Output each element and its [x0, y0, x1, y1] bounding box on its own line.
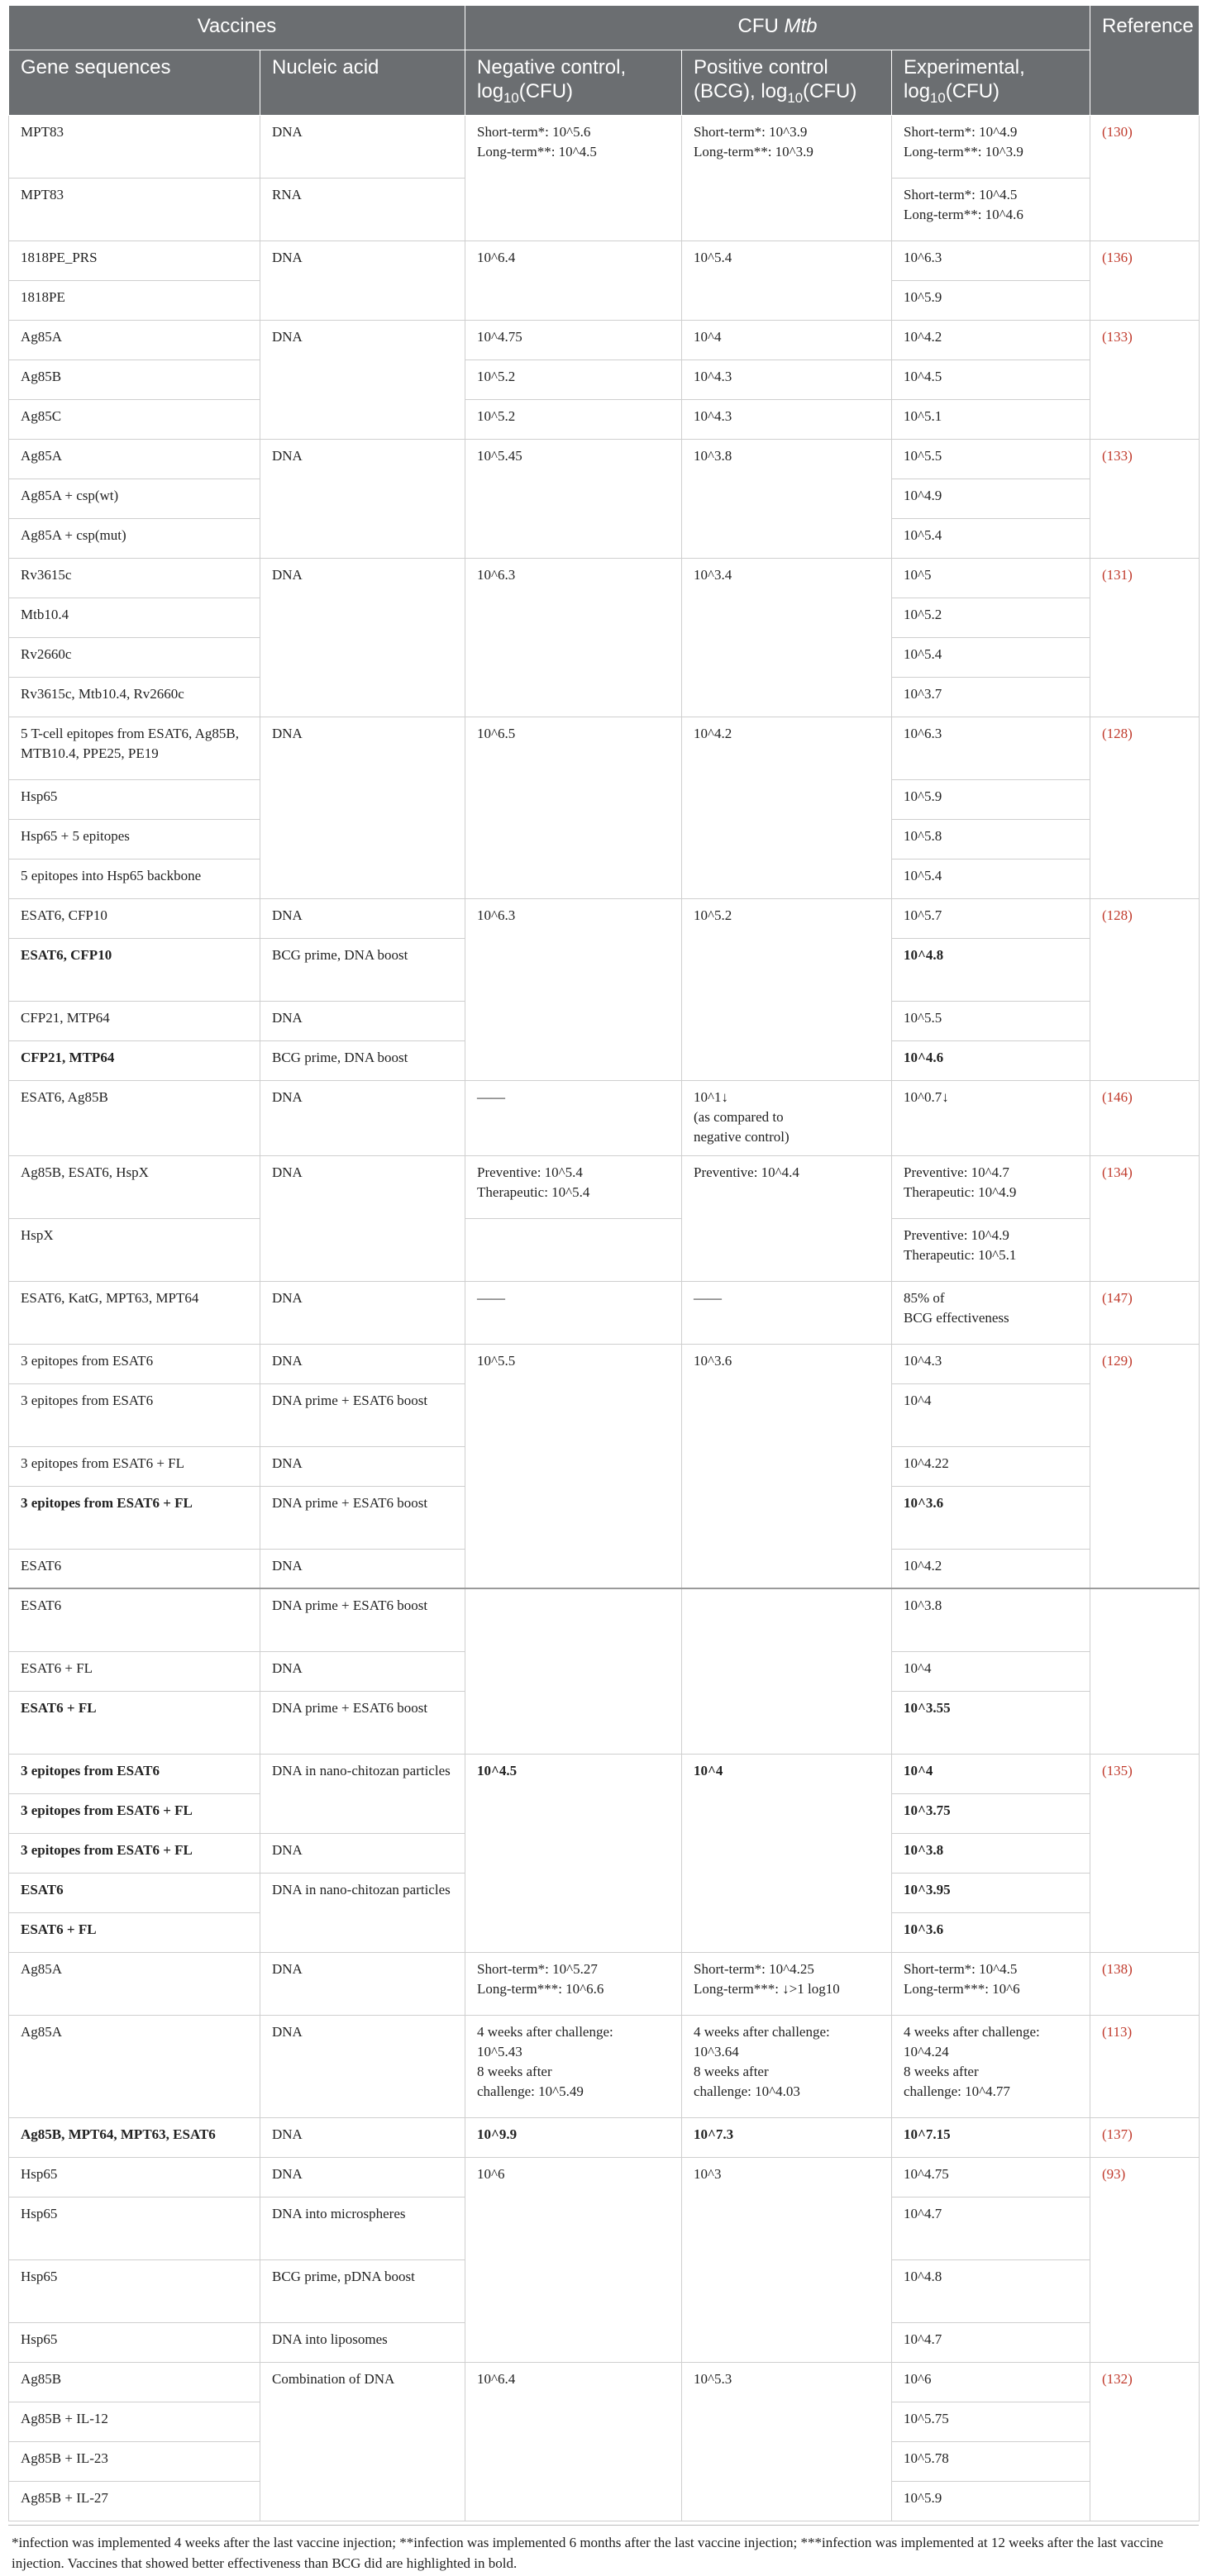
experimental-cell: 10^5.8: [892, 819, 1090, 859]
experimental-cell: 10^4.7: [892, 2197, 1090, 2259]
gene-sequence-cell: 3 epitopes from ESAT6 + FL: [9, 1486, 260, 1549]
nucleic-acid-cell: DNA: [260, 1549, 465, 1588]
gene-sequence-cell: Ag85A: [9, 1952, 260, 2015]
experimental-cell: 10^3.95: [892, 1873, 1090, 1912]
table-row: [9, 439, 1200, 479]
positive-control-cell: 10^3.8: [682, 439, 892, 558]
reference-link[interactable]: (130): [1102, 123, 1133, 140]
reference-link[interactable]: (133): [1102, 447, 1133, 464]
experimental-cell: 10^6: [892, 2362, 1090, 2402]
gene-sequence-cell: ESAT6, CFP10: [9, 898, 260, 938]
table-row: [9, 1155, 1200, 1218]
vaccine-cfu-table: [8, 5, 1200, 2521]
experimental-cell: 10^4.75: [892, 2157, 1090, 2197]
experimental-cell: 10^3.8: [892, 1833, 1090, 1873]
positive-control-cell: Preventive: 10^4.4: [682, 1155, 892, 1281]
nucleic-acid-cell: DNA: [260, 717, 465, 898]
experimental-cell: 10^6.3: [892, 717, 1090, 779]
experimental-cell: Preventive: 10^4.7 Therapeutic: 10^4.9: [892, 1155, 1090, 1218]
gene-sequence-cell: Ag85B + IL-12: [9, 2402, 260, 2441]
gene-sequence-cell: Ag85A: [9, 439, 260, 479]
reference-cell[interactable]: [1090, 2015, 1200, 2117]
nucleic-acid-cell: BCG prime, DNA boost: [260, 1040, 465, 1080]
negative-control-cell: ——: [465, 1281, 682, 1344]
gene-sequence-cell: Ag85C: [9, 399, 260, 439]
reference-link[interactable]: (135): [1102, 1762, 1133, 1778]
reference-cell[interactable]: [1090, 1344, 1200, 1588]
experimental-cell: 10^4.2: [892, 320, 1090, 359]
negative-control-cell: 4 weeks after challenge: 10^5.43 8 weeks after challenge: 10^5.49: [465, 2015, 682, 2117]
reference-cell[interactable]: [1090, 1281, 1200, 1344]
table-row: [9, 2157, 1200, 2197]
gene-sequence-cell: Rv3615c: [9, 558, 260, 598]
experimental-cell: Preventive: 10^4.9 Therapeutic: 10^5.1: [892, 1218, 1090, 1281]
negative-control-cell: 10^9.9: [465, 2117, 682, 2157]
gene-sequence-cell: 1818PE: [9, 280, 260, 320]
positive-control-cell: ——: [682, 1281, 892, 1344]
table-row: [9, 1952, 1200, 2015]
reference-link[interactable]: (132): [1102, 2370, 1133, 2387]
nucleic-acid-cell: DNA: [260, 115, 465, 178]
table-row: [9, 320, 1200, 359]
nucleic-acid-cell: DNA: [260, 439, 465, 558]
header-experimental: Experimental, $\log_{10}(CFU)$: [892, 50, 1090, 116]
gene-sequence-cell: 3 epitopes from ESAT6 + FL: [9, 1833, 260, 1873]
gene-sequence-cell: ESAT6, Ag85B: [9, 1080, 260, 1155]
experimental-cell: Short-term*: 10^4.5 Long-term**: 10^4.6: [892, 178, 1090, 240]
nucleic-acid-cell: DNA prime + ESAT6 boost: [260, 1383, 465, 1446]
reference-cell[interactable]: [1090, 1952, 1200, 2015]
positive-control-cell: 10^7.3: [682, 2117, 892, 2157]
experimental-cell: 10^5.9: [892, 280, 1090, 320]
experimental-cell: 10^5.5: [892, 1001, 1090, 1040]
gene-sequence-cell: 5 epitopes into Hsp65 backbone: [9, 859, 260, 898]
reference-link[interactable]: (147): [1102, 1289, 1133, 1306]
experimental-cell: 10^3.8: [892, 1588, 1090, 1651]
gene-sequence-cell: Hsp65: [9, 2197, 260, 2259]
negative-control-cell: 10^5.2: [465, 359, 682, 399]
table-row: [9, 2117, 1200, 2157]
experimental-cell: 10^5.2: [892, 598, 1090, 637]
negative-control-cell: ——: [465, 1080, 682, 1155]
positive-control-cell: 10^5.3: [682, 2362, 892, 2521]
header-vaccines: Vaccines: [9, 6, 465, 50]
reference-cell[interactable]: [1090, 898, 1200, 1080]
reference-cell[interactable]: [1090, 439, 1200, 558]
nucleic-acid-cell: DNA into microspheres: [260, 2197, 465, 2259]
positive-control-cell: 10^3.4: [682, 558, 892, 717]
experimental-cell: 10^5.4: [892, 637, 1090, 677]
experimental-cell: 10^5.9: [892, 2481, 1090, 2521]
experimental-cell: Short-term*: 10^4.9 Long-term**: 10^3.9: [892, 115, 1090, 178]
positive-control-cell: 10^4: [682, 320, 892, 359]
gene-sequence-cell: Ag85A + csp(mut): [9, 518, 260, 558]
positive-control-cell: Short-term*: 10^3.9 Long-term**: 10^3.9: [682, 115, 892, 240]
gene-sequence-cell: ESAT6 + FL: [9, 1691, 260, 1754]
negative-control-cell: 10^6.5: [465, 717, 682, 898]
table-row: [9, 1218, 1200, 1281]
negative-control-cell: 10^6.3: [465, 898, 682, 1080]
nucleic-acid-cell: DNA into liposomes: [260, 2322, 465, 2362]
reference-cell[interactable]: [1090, 320, 1200, 439]
experimental-cell: 10^4.3: [892, 1344, 1090, 1383]
reference-cell[interactable]: [1090, 1754, 1200, 1952]
gene-sequence-cell: CFP21, MTP64: [9, 1040, 260, 1080]
experimental-cell: 10^5: [892, 558, 1090, 598]
nucleic-acid-cell: DNA: [260, 1446, 465, 1486]
nucleic-acid-cell: DNA: [260, 1833, 465, 1873]
reference-cell[interactable]: [1090, 558, 1200, 717]
negative-control-cell: 10^5.2: [465, 399, 682, 439]
reference-link[interactable]: (134): [1102, 1164, 1133, 1180]
table-row: [9, 399, 1200, 439]
gene-sequence-cell: Ag85B: [9, 359, 260, 399]
reference-link[interactable]: (136): [1102, 249, 1133, 265]
positive-control-cell: 10^5.2: [682, 898, 892, 1080]
gene-sequence-cell: 1818PE_PRS: [9, 240, 260, 280]
table-row: [9, 1080, 1200, 1155]
table-row: [9, 2362, 1200, 2402]
nucleic-acid-cell: DNA: [260, 1651, 465, 1691]
header-nucleic-acid: Nucleic acid: [260, 50, 465, 116]
negative-control-cell: 10^6.4: [465, 2362, 682, 2521]
gene-sequence-cell: 3 epitopes from ESAT6 + FL: [9, 1446, 260, 1486]
gene-sequence-cell: Hsp65: [9, 2322, 260, 2362]
nucleic-acid-cell: DNA: [260, 898, 465, 938]
gene-sequence-cell: ESAT6 + FL: [9, 1651, 260, 1691]
reference-cell[interactable]: [1090, 1155, 1200, 1281]
reference-cell[interactable]: [1090, 2117, 1200, 2157]
gene-sequence-cell: ESAT6: [9, 1588, 260, 1651]
experimental-cell: 10^5.75: [892, 2402, 1090, 2441]
nucleic-acid-cell: BCG prime, DNA boost: [260, 938, 465, 1001]
positive-control-cell: 10^3: [682, 2157, 892, 2362]
positive-control-cell: Short-term*: 10^4.25 Long-term***: ↓>1 log10: [682, 1952, 892, 2015]
table-row: [9, 898, 1200, 938]
experimental-cell: 85% of BCG effectiveness: [892, 1281, 1090, 1344]
gene-sequence-cell: Ag85A: [9, 320, 260, 359]
experimental-cell: 10^4.22: [892, 1446, 1090, 1486]
table-row: [9, 2015, 1200, 2117]
positive-control-cell: 10^4.2: [682, 717, 892, 898]
gene-sequence-cell: Ag85B + IL-27: [9, 2481, 260, 2521]
gene-sequence-cell: Hsp65 + 5 epitopes: [9, 819, 260, 859]
experimental-cell: 10^5.78: [892, 2441, 1090, 2481]
nucleic-acid-cell: DNA: [260, 1001, 465, 1040]
experimental-cell: 10^4.5: [892, 359, 1090, 399]
gene-sequence-cell: Ag85B + IL-23: [9, 2441, 260, 2481]
positive-control-cell: 4 weeks after challenge: 10^3.64 8 weeks after challenge: 10^4.03: [682, 2015, 892, 2117]
table-row: [9, 115, 1200, 178]
negative-control-cell: [465, 1588, 682, 1754]
header-positive-control: Positive control (BCG), $\log_{10}(CFU)$: [682, 50, 892, 116]
experimental-cell: 10^3.55: [892, 1691, 1090, 1754]
reference-link[interactable]: (138): [1102, 1960, 1133, 1977]
experimental-cell: 10^4.8: [892, 938, 1090, 1001]
reference-cell[interactable]: [1090, 2157, 1200, 2362]
nucleic-acid-cell: DNA prime + ESAT6 boost: [260, 1486, 465, 1549]
positive-control-cell: 10^4.3: [682, 399, 892, 439]
experimental-cell: 10^5.9: [892, 779, 1090, 819]
reference-cell[interactable]: [1090, 1588, 1200, 1754]
nucleic-acid-cell: RNA: [260, 178, 465, 240]
table-row: [9, 1588, 1200, 1651]
nucleic-acid-cell: DNA: [260, 1952, 465, 2015]
experimental-cell: 10^3.7: [892, 677, 1090, 717]
nucleic-acid-cell: DNA prime + ESAT6 boost: [260, 1588, 465, 1651]
experimental-cell: 10^0.7↓: [892, 1080, 1090, 1155]
table-row: [9, 1281, 1200, 1344]
gene-sequence-cell: 3 epitopes from ESAT6: [9, 1383, 260, 1446]
gene-sequence-cell: ESAT6: [9, 1873, 260, 1912]
negative-control-cell: Short-term*: 10^5.6 Long-term**: 10^4.5: [465, 115, 682, 240]
gene-sequence-cell: Hsp65: [9, 2157, 260, 2197]
table-row: [9, 1344, 1200, 1383]
gene-sequence-cell: Hsp65: [9, 2259, 260, 2322]
reference-link[interactable]: (93): [1102, 2165, 1126, 2182]
negative-control-cell: [465, 1218, 682, 1281]
reference-link[interactable]: (113): [1102, 2023, 1133, 2040]
reference-link[interactable]: (133): [1102, 328, 1133, 345]
nucleic-acid-cell: DNA: [260, 1281, 465, 1344]
gene-sequence-cell: Ag85B, ESAT6, HspX: [9, 1155, 260, 1218]
gene-sequence-cell: Rv2660c: [9, 637, 260, 677]
gene-sequence-cell: 3 epitopes from ESAT6: [9, 1344, 260, 1383]
experimental-cell: 10^5.4: [892, 859, 1090, 898]
reference-cell[interactable]: [1090, 2362, 1200, 2521]
experimental-cell: 10^3.6: [892, 1912, 1090, 1952]
gene-sequence-cell: Ag85B: [9, 2362, 260, 2402]
reference-cell[interactable]: [1090, 115, 1200, 240]
nucleic-acid-cell: DNA in nano-chitozan particles: [260, 1873, 465, 1952]
table-container: [8, 5, 1199, 2574]
gene-sequence-cell: Ag85A: [9, 2015, 260, 2117]
experimental-cell: 10^4: [892, 1383, 1090, 1446]
table-row: [9, 359, 1200, 399]
nucleic-acid-cell: DNA: [260, 240, 465, 320]
gene-sequence-cell: Rv3615c, Mtb10.4, Rv2660c: [9, 677, 260, 717]
gene-sequence-cell: Mtb10.4: [9, 598, 260, 637]
experimental-cell: 10^4.2: [892, 1549, 1090, 1588]
positive-control-cell: 10^4.3: [682, 359, 892, 399]
positive-control-cell: 10^5.4: [682, 240, 892, 320]
experimental-cell: 10^4.9: [892, 479, 1090, 518]
negative-control-cell: 10^6: [465, 2157, 682, 2362]
header-reference: Reference: [1090, 6, 1200, 116]
gene-sequence-cell: ESAT6: [9, 1549, 260, 1588]
header-negative-control: Negative control, $\log_{10}(CFU)$: [465, 50, 682, 116]
reference-cell[interactable]: [1090, 240, 1200, 320]
nucleic-acid-cell: DNA in nano-chitozan particles: [260, 1754, 465, 1833]
negative-control-cell: 10^4.5: [465, 1754, 682, 1952]
table-row: [9, 1754, 1200, 1793]
table-body: [9, 115, 1200, 2521]
nucleic-acid-cell: DNA: [260, 2015, 465, 2117]
experimental-cell: 10^4: [892, 1651, 1090, 1691]
gene-sequence-cell: 3 epitopes from ESAT6 + FL: [9, 1793, 260, 1833]
negative-control-cell: Short-term*: 10^5.27 Long-term***: 10^6.6: [465, 1952, 682, 2015]
header-cfu-mtb: CFU Mtb: [465, 6, 1090, 50]
gene-sequence-cell: ESAT6 + FL: [9, 1912, 260, 1952]
reference-link[interactable]: (146): [1102, 1088, 1133, 1105]
nucleic-acid-cell: DNA prime + ESAT6 boost: [260, 1691, 465, 1754]
gene-sequence-cell: 5 T-cell epitopes from ESAT6, Ag85B, MTB10.4, PPE25, PE19: [9, 717, 260, 779]
gene-sequence-cell: Hsp65: [9, 779, 260, 819]
negative-control-cell: 10^5.5: [465, 1344, 682, 1588]
positive-control-cell: [682, 1588, 892, 1754]
nucleic-acid-cell: DNA: [260, 1344, 465, 1383]
negative-control-cell: 10^4.75: [465, 320, 682, 359]
positive-control-cell: 10^1↓ (as compared to negative control): [682, 1080, 892, 1155]
gene-sequence-cell: ESAT6, KatG, MPT63, MPT64: [9, 1281, 260, 1344]
negative-control-cell: 10^6.4: [465, 240, 682, 320]
gene-sequence-cell: CFP21, MTP64: [9, 1001, 260, 1040]
gene-sequence-cell: 3 epitopes from ESAT6: [9, 1754, 260, 1793]
experimental-cell: 4 weeks after challenge: 10^4.24 8 weeks after challenge: 10^4.77: [892, 2015, 1090, 2117]
header-gene-sequences: Gene sequences: [9, 50, 260, 116]
reference-link[interactable]: (137): [1102, 2126, 1133, 2142]
negative-control-cell: 10^6.3: [465, 558, 682, 717]
experimental-cell: 10^5.4: [892, 518, 1090, 558]
negative-control-cell: 10^5.45: [465, 439, 682, 558]
experimental-cell: 10^5.7: [892, 898, 1090, 938]
gene-sequence-cell: HspX: [9, 1218, 260, 1281]
experimental-cell: 10^4: [892, 1754, 1090, 1793]
table-row: [9, 240, 1200, 280]
gene-sequence-cell: MPT83: [9, 178, 260, 240]
nucleic-acid-cell: DNA: [260, 2117, 465, 2157]
experimental-cell: Short-term*: 10^4.5 Long-term***: 10^6: [892, 1952, 1090, 2015]
reference-link[interactable]: (129): [1102, 1352, 1133, 1369]
experimental-cell: 10^5.1: [892, 399, 1090, 439]
experimental-cell: 10^3.75: [892, 1793, 1090, 1833]
reference-cell[interactable]: [1090, 717, 1200, 898]
reference-link[interactable]: (128): [1102, 725, 1133, 741]
experimental-cell: 10^4.8: [892, 2259, 1090, 2322]
gene-sequence-cell: ESAT6, CFP10: [9, 938, 260, 1001]
reference-cell[interactable]: [1090, 1080, 1200, 1155]
positive-control-cell: 10^4: [682, 1754, 892, 1952]
nucleic-acid-cell: DNA: [260, 1155, 465, 1281]
table-row: [9, 558, 1200, 598]
gene-sequence-cell: Ag85A + csp(wt): [9, 479, 260, 518]
gene-sequence-cell: Ag85B, MPT64, MPT63, ESAT6: [9, 2117, 260, 2157]
positive-control-cell: 10^3.6: [682, 1344, 892, 1588]
table-footnote: *infection was implemented 4 weeks after the last vaccine injection; **infection was implemented 6 months after the last vaccine injection; ***infection was implemented at 12 weeks after the last vaccine injection. Vaccines that showed better effectiveness than BCG did are highlighted in bold.: [8, 2525, 1199, 2574]
nucleic-acid-cell: DNA: [260, 558, 465, 717]
nucleic-acid-cell: DNA: [260, 2157, 465, 2197]
experimental-cell: 10^3.6: [892, 1486, 1090, 1549]
negative-control-cell: Preventive: 10^5.4 Therapeutic: 10^5.4: [465, 1155, 682, 1218]
nucleic-acid-cell: Combination of DNA: [260, 2362, 465, 2521]
nucleic-acid-cell: DNA: [260, 320, 465, 439]
experimental-cell: 10^6.3: [892, 240, 1090, 280]
nucleic-acid-cell: BCG prime, pDNA boost: [260, 2259, 465, 2322]
gene-sequence-cell: MPT83: [9, 115, 260, 178]
experimental-cell: 10^5.5: [892, 439, 1090, 479]
table-row: [9, 717, 1200, 779]
nucleic-acid-cell: DNA: [260, 1080, 465, 1155]
experimental-cell: 10^4.6: [892, 1040, 1090, 1080]
experimental-cell: 10^7.15: [892, 2117, 1090, 2157]
experimental-cell: 10^4.7: [892, 2322, 1090, 2362]
reference-link[interactable]: (128): [1102, 907, 1133, 923]
reference-link[interactable]: (131): [1102, 566, 1133, 583]
